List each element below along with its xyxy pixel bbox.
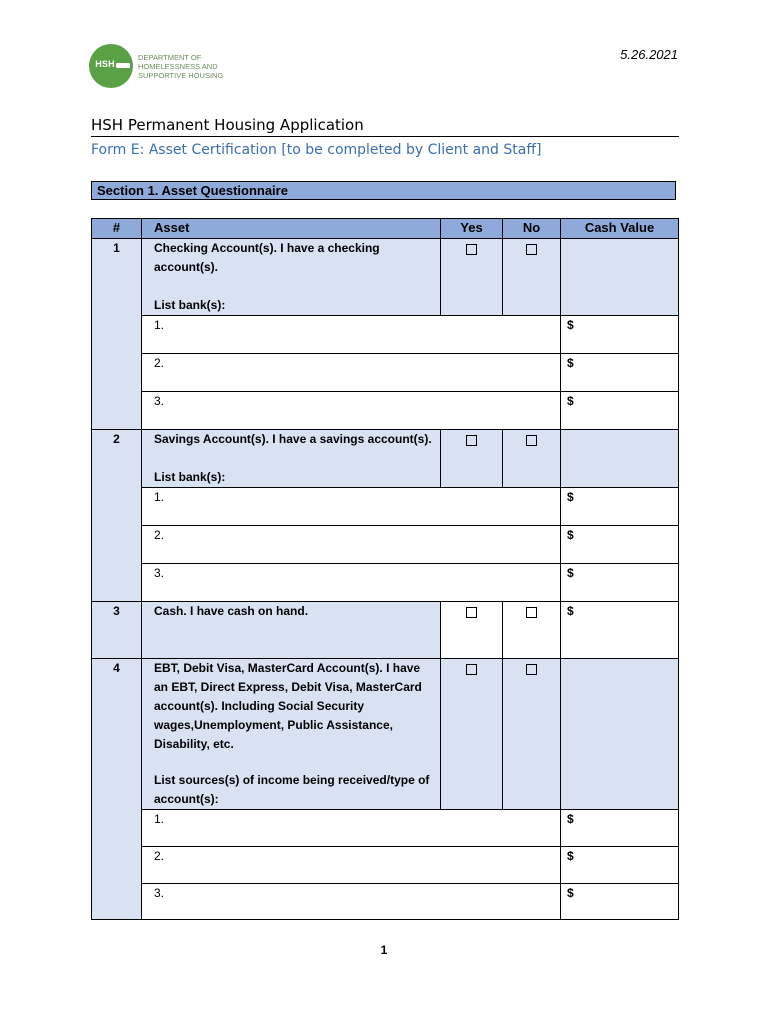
- yes-cell: [441, 239, 503, 316]
- cash-value-cell: [561, 430, 679, 488]
- yes-cell: [441, 430, 503, 488]
- table-row: [92, 564, 679, 602]
- cash-value-field[interactable]: $: [561, 488, 679, 526]
- asset-title: Savings Account(s).: [154, 432, 269, 446]
- cash-value-cell: [561, 239, 679, 316]
- asset-text: I have a checking account(s).: [154, 241, 380, 274]
- yes-checkbox[interactable]: [466, 244, 477, 255]
- bank-entry-field[interactable]: 1.: [142, 316, 561, 354]
- logo-abbr: HSH: [95, 59, 115, 69]
- col-header-cash-value: Cash Value: [561, 219, 679, 239]
- bank-entry-field[interactable]: 3.: [142, 392, 561, 430]
- asset-text: I have an EBT, Direct Express, Debit Visa, MasterCard account(s). Including Social Security wages,Unemployment, Public Assistance, Disability, etc.: [154, 661, 422, 751]
- cash-value-field[interactable]: $: [561, 564, 679, 602]
- table-row: [92, 810, 679, 847]
- yes-cell: [441, 602, 503, 659]
- table-header-row: [92, 219, 679, 239]
- no-checkbox[interactable]: [526, 244, 537, 255]
- yes-checkbox[interactable]: [466, 435, 477, 446]
- col-header-number: #: [92, 219, 142, 239]
- cash-value-field[interactable]: $: [561, 884, 679, 920]
- table-row: [92, 884, 679, 920]
- no-checkbox[interactable]: [526, 607, 537, 618]
- cash-value-field[interactable]: $: [561, 602, 679, 659]
- table-row: [92, 602, 679, 659]
- key-icon: [116, 63, 130, 68]
- cash-value-field[interactable]: $: [561, 354, 679, 392]
- income-source-field[interactable]: 3.: [142, 884, 561, 920]
- table-row: [92, 847, 679, 884]
- asset-description: [142, 430, 441, 488]
- income-source-field[interactable]: 2.: [142, 847, 561, 884]
- row-number: 4: [92, 659, 142, 920]
- yes-checkbox[interactable]: [466, 664, 477, 675]
- asset-description: [142, 602, 441, 659]
- bank-entry-field[interactable]: 2.: [142, 526, 561, 564]
- list-label: List bank(s):: [154, 470, 226, 484]
- table-row: [92, 488, 679, 526]
- cash-value-field[interactable]: $: [561, 526, 679, 564]
- section-header: Section 1. Asset Questionnaire: [91, 181, 676, 200]
- list-label: List sources(s) of income being received/type of account(s):: [154, 773, 430, 806]
- asset-description: [142, 659, 441, 810]
- asset-text: I have a savings account(s).: [268, 432, 432, 446]
- table-row: [92, 526, 679, 564]
- row-number: 2: [92, 430, 142, 602]
- no-checkbox[interactable]: [526, 435, 537, 446]
- no-cell: [503, 239, 561, 316]
- no-cell: [503, 659, 561, 810]
- table-row: [92, 430, 679, 488]
- col-header-asset: Asset: [142, 219, 441, 239]
- asset-title: Checking Account(s).: [154, 241, 277, 255]
- logo-text: DEPARTMENT OF HOMELESSNESS AND SUPPORTIVE HOUSING: [138, 53, 224, 80]
- asset-table: [91, 218, 679, 920]
- no-cell: [503, 602, 561, 659]
- table-row: [92, 316, 679, 354]
- bank-entry-field[interactable]: 2.: [142, 354, 561, 392]
- bank-entry-field[interactable]: 1.: [142, 488, 561, 526]
- row-number: 1: [92, 239, 142, 430]
- logo-emblem: [89, 44, 133, 88]
- form-subtitle: Form E: Asset Certification [to be completed by Client and Staff]: [91, 142, 542, 158]
- asset-title: EBT, Debit Visa, MasterCard Account(s).: [154, 661, 383, 675]
- no-checkbox[interactable]: [526, 664, 537, 675]
- list-label: List bank(s):: [154, 298, 226, 312]
- col-header-yes: Yes: [441, 219, 503, 239]
- page-number: 1: [380, 943, 388, 957]
- col-header-no: No: [503, 219, 561, 239]
- page-title: HSH Permanent Housing Application: [91, 116, 364, 134]
- asset-description: [142, 239, 441, 316]
- cash-value-field[interactable]: $: [561, 316, 679, 354]
- bank-entry-field[interactable]: 3.: [142, 564, 561, 602]
- title-divider: [91, 136, 679, 137]
- row-number: 3: [92, 602, 142, 659]
- cash-value-cell: [561, 659, 679, 810]
- yes-checkbox[interactable]: [466, 607, 477, 618]
- asset-text: I have cash on hand.: [186, 604, 309, 618]
- cash-value-field[interactable]: $: [561, 810, 679, 847]
- hsh-logo: [89, 44, 234, 92]
- table-row: [92, 239, 679, 316]
- yes-cell: [441, 659, 503, 810]
- no-cell: [503, 430, 561, 488]
- table-row: [92, 354, 679, 392]
- cash-value-field[interactable]: $: [561, 847, 679, 884]
- income-source-field[interactable]: 1.: [142, 810, 561, 847]
- asset-title: Cash.: [154, 604, 187, 618]
- cash-value-field[interactable]: $: [561, 392, 679, 430]
- document-date: 5.26.2021: [620, 47, 678, 62]
- table-row: [92, 659, 679, 810]
- table-row: [92, 392, 679, 430]
